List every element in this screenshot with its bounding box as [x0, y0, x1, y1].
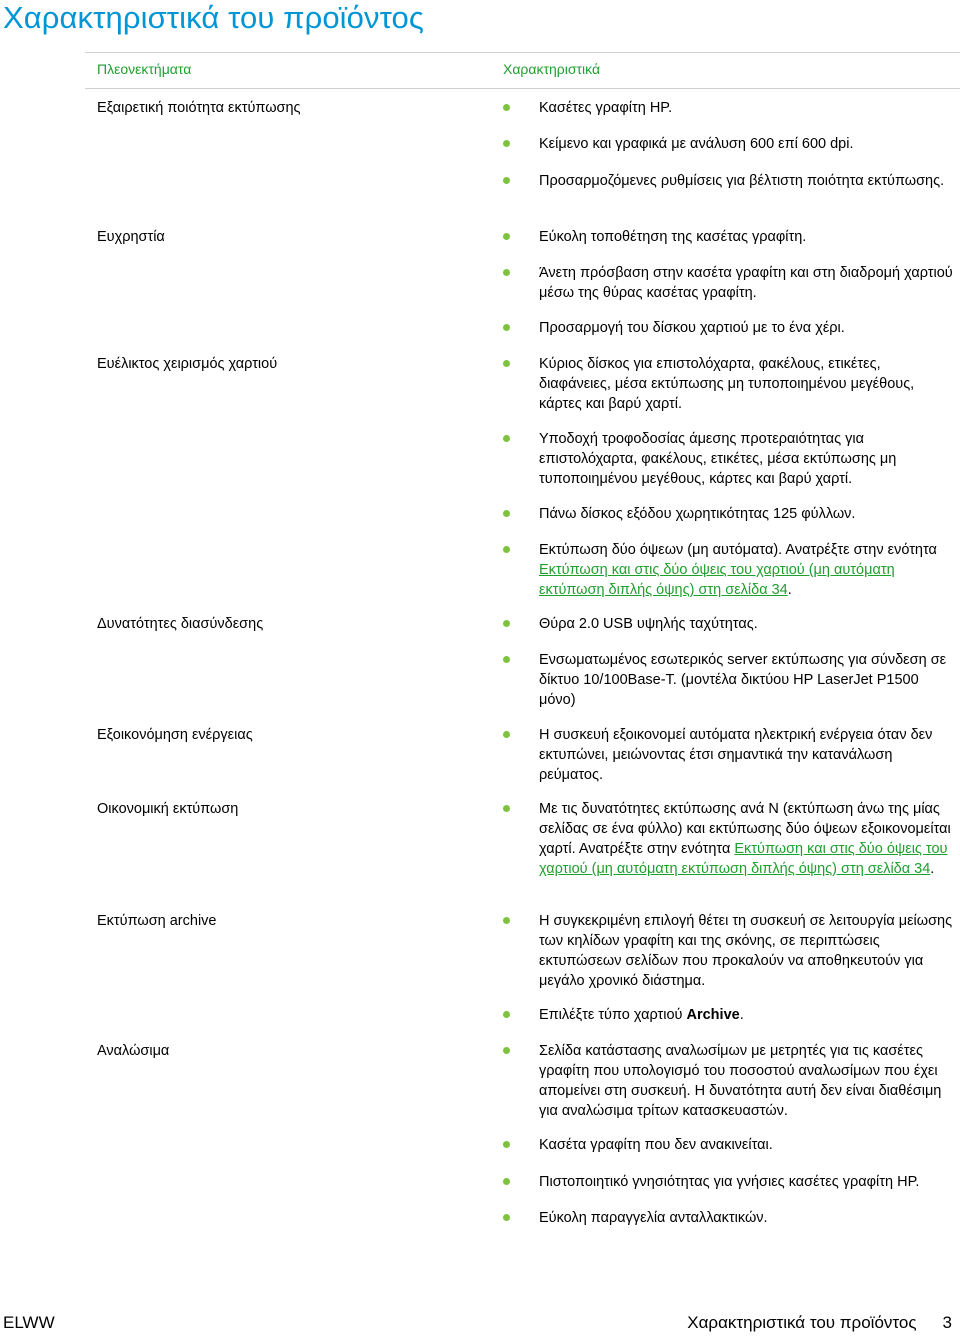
list-item: Κείμενο και γραφικά με ανάλυση 600 επί 600 dpi. [503, 134, 955, 154]
list-item: Επιλέξτε τύπο χαρτιού Archive. [503, 1005, 955, 1025]
list-item: Η συγκεκριμένη επιλογή θέτει τη συσκευή σε λειτουργία μείωσης των κηλίδων γραφίτη και της σκόνης, σε περιπτώσεις εκτυπώσεων σελίδων που προκαλούν να αποθηκευτούν για μεγάλο χρονικό διάστημα. [503, 911, 955, 991]
table-header-top-rule [85, 52, 960, 53]
list-item: Εκτύπωση δύο όψεων (μη αυτόματα). Ανατρέξτε στην ενότητα Εκτύπωση και στις δύο όψεις του χαρτιού (μη αυτόματη εκτύπωση διπλής όψης) στη σελίδα 34. [503, 540, 955, 600]
row-label-economical-printing: Οικονομική εκτύπωση [97, 801, 239, 817]
bullet-icon [503, 1047, 510, 1054]
bullet-icon [503, 233, 510, 240]
bullet-icon [503, 177, 510, 184]
bullet-icon [503, 269, 510, 276]
row-label-print-quality: Εξαιρετική ποιότητα εκτύπωσης [97, 100, 301, 116]
list-item: Εύκολη παραγγελία ανταλλακτικών. [503, 1208, 955, 1228]
footer-doc-code: ELWW [3, 1313, 55, 1332]
list-item: Με τις δυνατότητες εκτύπωσης ανά Ν (εκτύπωση άνω της μίας σελίδας σε ένα φύλλο) και εκτύπωσης δύο όψεων εξοικονομείται χαρτί. Ανατρέξτε στην ενότητα Εκτύπωση και στις δύο όψεις του χαρτιού (μη αυτόματη εκτύπωση διπλής όψης) στη σελίδα 34. [503, 799, 955, 879]
list-item: Πιστοποιητικό γνησιότητας για γνήσιες κασέτες γραφίτη HP. [503, 1172, 955, 1192]
list-item: Πάνω δίσκος εξόδου χωρητικότητας 125 φύλλων. [503, 504, 955, 524]
bullet-icon [503, 546, 510, 553]
row-label-ease-of-use: Ευχρηστία [97, 229, 165, 245]
bullet-icon [503, 1011, 510, 1018]
bullet-icon [503, 324, 510, 331]
bullet-icon [503, 917, 510, 924]
row-label-energy-saving: Εξοικονόμηση ενέργειας [97, 727, 253, 743]
list-item: Ενσωματωμένος εσωτερικός server εκτύπωσης για σύνδεση σε δίκτυο 10/100Base-T. (μοντέλα δικτύου HP LaserJet P1500 μόνο) [503, 650, 955, 710]
list-item: Η συσκευή εξοικονομεί αυτόματα ηλεκτρική ενέργεια όταν δεν εκτυπώνει, μειώνοντας έτσι σημαντικά την κατανάλωση ρεύματος. [503, 725, 955, 785]
list-item: Θύρα 2.0 USB υψηλής ταχύτητας. [503, 614, 955, 634]
row-label-connectivity: Δυνατότητες διασύνδεσης [97, 616, 264, 632]
column-header-features: Χαρακτηριστικά [503, 61, 601, 77]
list-item: Προσαρμοζόμενες ρυθμίσεις για βέλτιστη ποιότητα εκτύπωσης. [503, 171, 955, 191]
bullet-icon [503, 360, 510, 367]
bullet-icon [503, 731, 510, 738]
list-item: Προσαρμογή του δίσκου χαρτιού με το ένα χέρι. [503, 318, 955, 338]
bullet-icon [503, 620, 510, 627]
footer-section-title: Χαρακτηριστικά του προϊόντος [687, 1313, 917, 1332]
column-header-benefits: Πλεονεκτήματα [97, 61, 192, 77]
bullet-icon [503, 435, 510, 442]
bullet-icon [503, 656, 510, 663]
bullet-icon [503, 805, 510, 812]
row-label-supplies: Αναλώσιμα [97, 1043, 170, 1059]
row-label-archive-printing: Εκτύπωση archive [97, 913, 217, 929]
bullet-icon [503, 104, 510, 111]
page-title: Χαρακτηριστικά του προϊόντος [3, 0, 424, 35]
list-item: Κασέτες γραφίτη HP. [503, 98, 955, 118]
list-item: Κασέτα γραφίτη που δεν ανακινείται. [503, 1135, 955, 1155]
duplex-printing-link[interactable]: Εκτύπωση και στις δύο όψεις του χαρτιού (μη αυτόματη εκτύπωση διπλής όψης) στη σελίδα 34 [539, 841, 948, 877]
list-item: Κύριος δίσκος για επιστολόχαρτα, φακέλους, ετικέτες, διαφάνειες, μέσα εκτύπωσης μη τυποποιημένου μεγέθους, κάρτες και βαρύ χαρτί. [503, 354, 955, 414]
table-header-bottom-rule [85, 88, 960, 89]
row-label-paper-handling: Ευέλικτος χειρισμός χαρτιού [97, 356, 278, 372]
bullet-icon [503, 510, 510, 517]
list-item: Σελίδα κατάστασης αναλωσίμων με μετρητές για τις κασέτες γραφίτη που υπολογισμό του ποσοστού αναλωσίμων που έχει απομείνει στη συσκευή. Η δυνατότητα αυτή δεν είναι διαθέσιμη για αναλώσιμα τρίτων κατασκευαστών. [503, 1041, 955, 1121]
list-item: Άνετη πρόσβαση στην κασέτα γραφίτη και στη διαδρομή χαρτιού μέσω της θύρας κασέτας γραφίτη. [503, 263, 955, 303]
bullet-icon [503, 1178, 510, 1185]
duplex-printing-link[interactable]: Εκτύπωση και στις δύο όψεις του χαρτιού (μη αυτόματη εκτύπωση διπλής όψης) στη σελίδα 34 [539, 562, 895, 598]
list-item: Εύκολη τοποθέτηση της κασέτας γραφίτη. [503, 227, 955, 247]
footer-section [687, 1313, 952, 1333]
bullet-icon [503, 1141, 510, 1148]
list-item: Υποδοχή τροφοδοσίας άμεσης προτεραιότητας για επιστολόχαρτα, φακέλους, ετικέτες, μέσα εκτύπωσης μη τυποποιημένου μεγέθους, κάρτες και βαρύ χαρτί. [503, 429, 955, 489]
bullet-icon [503, 140, 510, 147]
bullet-icon [503, 1214, 510, 1221]
page-number: 3 [942, 1313, 952, 1332]
